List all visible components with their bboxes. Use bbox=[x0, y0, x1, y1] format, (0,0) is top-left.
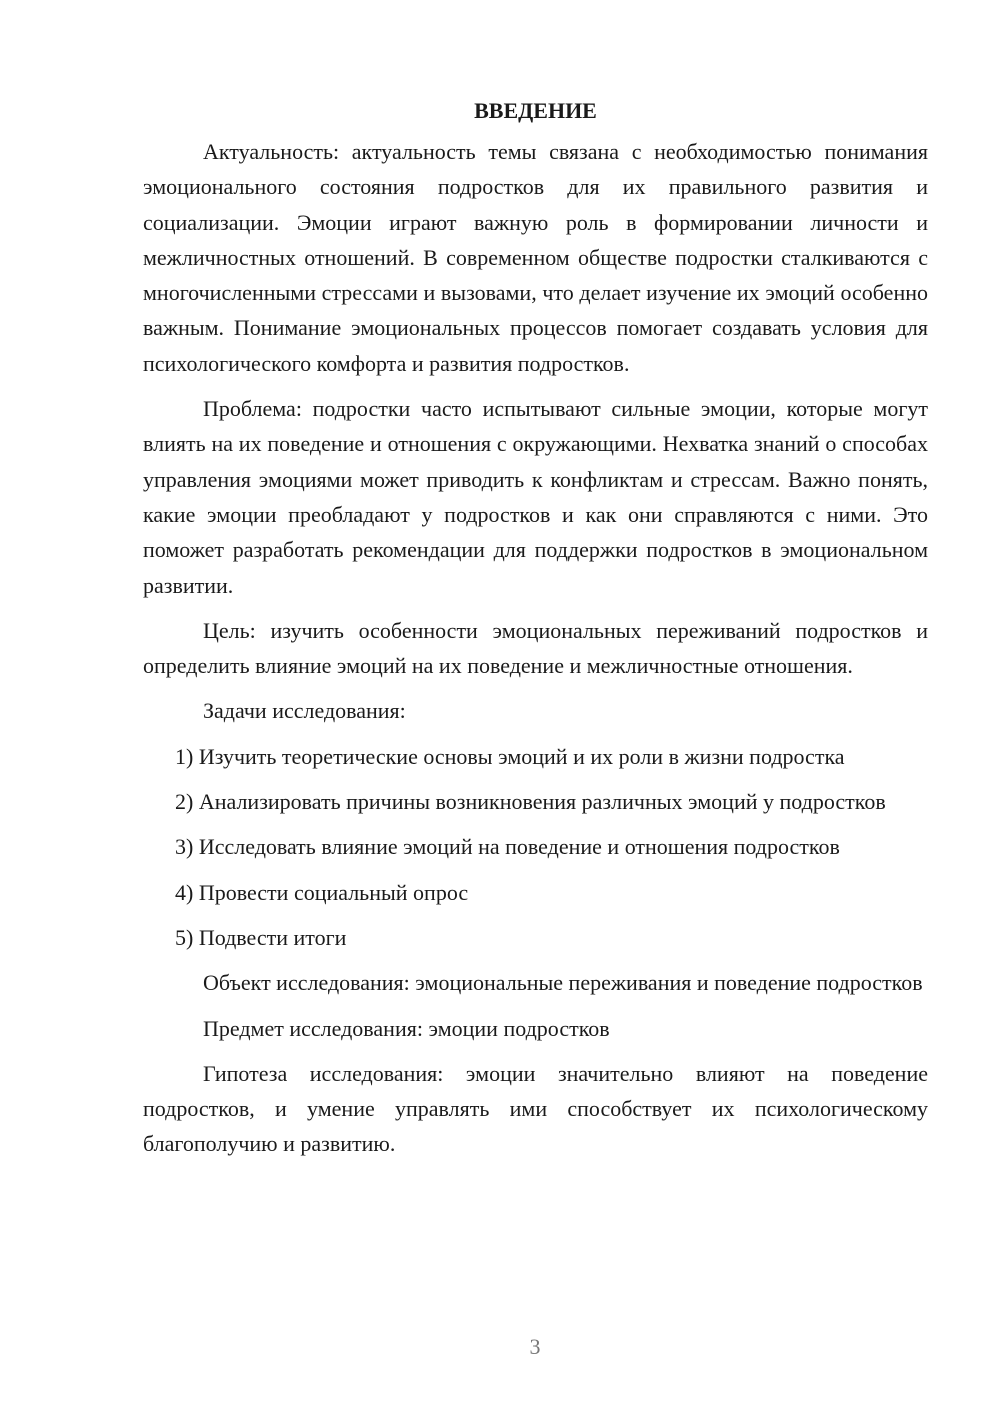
hypothesis-paragraph: Гипотеза исследования: эмоции значительно влияют на поведение подростков, и умение управлять ими способствует их психологическому благополучию и развитию. bbox=[143, 1060, 928, 1157]
page-number: 3 bbox=[529, 1334, 541, 1359]
relevance-paragraph: Актуальность: актуальность темы связана с необходимостью понимания эмоционального состояния подростков для их правильного развития и социализации. Эмоции играют важную роль в формировании личности и межличностных отношений. В современном обществе подростки сталкиваются с многочисленными стрессами и вызовами, что делает изучение их эмоций особенно важным. Понимание эмоциональных процессов помогает создавать условия для психологического комфорта и развития подростков. bbox=[143, 139, 928, 376]
document-page bbox=[143, 96, 928, 1172]
task-item: 5) Подвести итоги bbox=[175, 924, 347, 950]
task-item: 2) Анализировать причины возникновения различных эмоций у подростков bbox=[175, 789, 886, 815]
page-title: ВВЕДЕНИЕ bbox=[474, 98, 597, 123]
subject-paragraph: Предмет исследования: эмоции подростков bbox=[203, 1015, 610, 1041]
goal-paragraph: Цель: изучить особенности эмоциональных переживаний подростков и определить влияние эмоций на их поведение и межличностные отношения. bbox=[143, 617, 928, 679]
problem-paragraph: Проблема: подростки часто испытывают сильные эмоции, которые могут влиять на их поведение и отношения с окружающими. Нехватка знаний о способах управления эмоциями может приводить к конфликтам и стрессам. Важно понять, какие эмоции преобладают у подростков и как они справляются с ними. Это поможет разработать рекомендации для поддержки подростков в эмоциональном развитии. bbox=[143, 396, 928, 598]
task-item: 4) Провести социальный опрос bbox=[175, 879, 469, 905]
tasks-heading: Задачи исследования: bbox=[203, 698, 406, 724]
object-paragraph: Объект исследования: эмоциональные переживания и поведение подростков bbox=[203, 970, 923, 996]
task-item: 1) Изучить теоретические основы эмоций и их роли в жизни подростка bbox=[175, 743, 845, 769]
task-item: 3) Исследовать влияние эмоций на поведение и отношения подростков bbox=[175, 834, 840, 860]
